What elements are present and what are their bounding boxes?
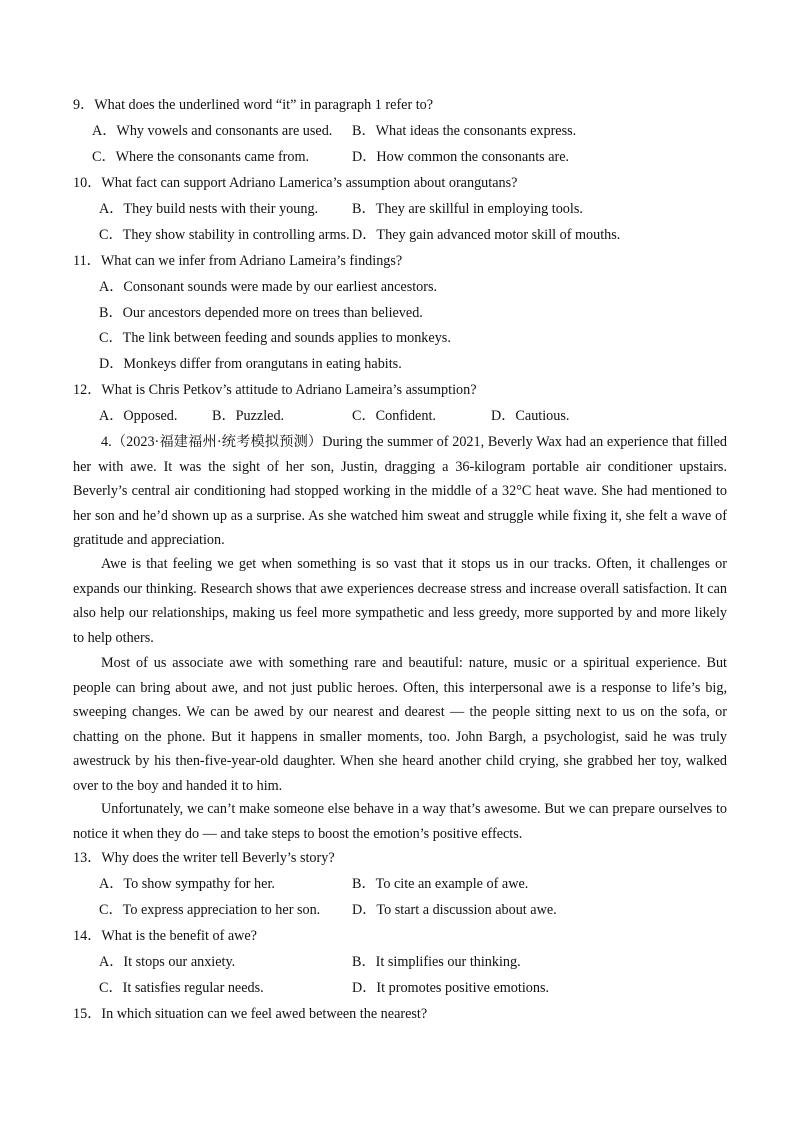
question-9-option-d: D．How common the consonants are. — [352, 149, 570, 165]
question-11-option-c: C．The link between feeding and sounds applies to monkeys. — [99, 330, 451, 346]
question-9-option-b: B．What ideas the consonants express. — [352, 123, 577, 139]
question-11-stem: 11．What can we infer from Adriano Lameira’s findings? — [73, 253, 403, 269]
question-12-option-b: B．Puzzled. — [212, 408, 285, 424]
question-11-option-b: B．Our ancestors depended more on trees than believed. — [99, 305, 423, 321]
question-13-option-c: C．To express appreciation to her son. — [99, 902, 321, 918]
question-12-option-c: C．Confident. — [352, 408, 436, 424]
question-10-stem: 10．What fact can support Adriano Lamerica’s assumption about orangutans? — [73, 175, 518, 191]
question-14-option-c: C．It satisfies regular needs. — [99, 980, 264, 996]
question-13-option-b: B．To cite an example of awe. — [352, 876, 529, 892]
question-10-option-a: A．They build nests with their young. — [99, 201, 319, 217]
question-14-stem: 14．What is the benefit of awe? — [73, 928, 257, 944]
question-10-option-b: B．They are skillful in employing tools. — [352, 201, 583, 217]
question-12-option-a: A．Opposed. — [99, 408, 178, 424]
question-9-stem: 9．What does the underlined word “it” in paragraph 1 refer to? — [73, 97, 434, 113]
question-13-stem: 13．Why does the writer tell Beverly’s story? — [73, 850, 335, 866]
question-13-option-a: A．To show sympathy for her. — [99, 876, 275, 892]
question-10-option-d: D．They gain advanced motor skill of mouths. — [352, 227, 621, 243]
question-9-option-c: C．Where the consonants came from. — [92, 149, 310, 165]
question-13-option-d: D．To start a discussion about awe. — [352, 902, 557, 918]
question-9-option-a: A．Why vowels and consonants are used. — [92, 123, 333, 139]
question-11-option-d: D．Monkeys differ from orangutans in eating habits. — [99, 356, 402, 372]
question-12-option-d: D．Cautious. — [491, 408, 570, 424]
question-12-stem: 12．What is Chris Petkov’s attitude to Adriano Lameira’s assumption? — [73, 382, 477, 398]
passage-paragraph-2: Awe is that feeling we get when something is so vast that it stops us in our tracks. Often, it challenges or expands our thinking. Research shows that awe experiences decrease stress and increase overall satisfaction. It can also help our relationships, making us feel more sympathetic and less greedy, more supported by and more likely to help others. — [73, 556, 727, 646]
passage-paragraph-1: 4.（2023·福建福州·统考模拟预测）During the summer of 2021, Beverly Wax had an experience that filled her with awe. It was the sight of her son, Justin, dragging a 36-kilogram portable air conditioner upstairs. Beverly’s central air conditioning had stopped working in the middle of a 32°C heat wave. She had mentioned to her son and he’d shown up as a surprise. As she watched him sweat and struggle while fixing it, she felt a wave of gratitude and appreciation. — [73, 434, 727, 548]
question-14-option-a: A．It stops our anxiety. — [99, 954, 236, 970]
question-11-option-a: A．Consonant sounds were made by our earliest ancestors. — [99, 279, 438, 295]
question-15-stem: 15．In which situation can we feel awed between the nearest? — [73, 1006, 428, 1022]
question-14-option-b: B．It simplifies our thinking. — [352, 954, 521, 970]
passage-paragraph-4: Unfortunately, we can’t make someone else behave in a way that’s awesome. But we can prepare ourselves to notice it when they do — and take steps to boost the emotion’s positive effects. — [73, 801, 727, 842]
question-14-option-d: D．It promotes positive emotions. — [352, 980, 550, 996]
passage-paragraph-3: Most of us associate awe with something rare and beautiful: nature, music or a spiritual experience. But people can bring about awe, and not just public heroes. Often, this interpersonal awe is a response to life’s big, sweeping changes. We can be awed by our nearest and dearest — the people sitting next to us on the sofa, or chatting on the phone. But it happens in smaller moments, too. John Bargh, a psychologist, said he was truly awestruck by his then-five-year-old daughter. When she heard another child crying, she grabbed her toy, walked over to the boy and handed it to him. — [73, 655, 727, 794]
question-10-option-c: C．They show stability in controlling arms. — [99, 227, 350, 243]
